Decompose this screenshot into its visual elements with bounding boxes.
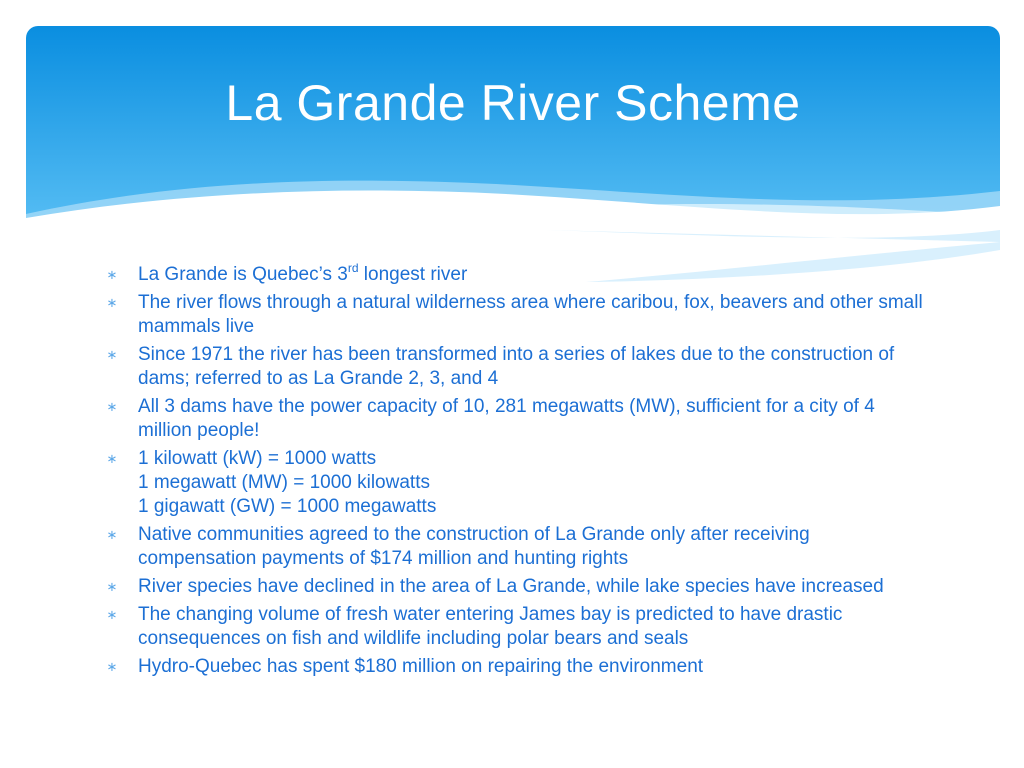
bullet-star-icon: ∗ [106,267,118,282]
bullet-text-pre: La Grande is Quebec’s 3 [138,264,348,285]
ordinal-suffix: rd [347,260,359,275]
bullet-text: All 3 dams have the power capacity of 10, 281 megawatts (MW), sufficient for a city of 4 million people! [138,396,875,441]
bullet-item [105,343,925,391]
bullet-star-icon: ∗ [106,579,118,594]
bullet-star-icon: ∗ [106,295,118,310]
bullet-text: The changing volume of fresh water entering James bay is predicted to have drastic consequences on fish and wildlife including polar bears and seals [138,604,843,649]
bullet-star-icon: ∗ [106,451,118,466]
bullet-star-icon: ∗ [106,347,118,362]
bullet-text: Native communities agreed to the construction of La Grande only after receiving compensation payments of $174 million and hunting rights [138,524,810,569]
bullet-star-icon: ∗ [106,659,118,674]
slide-title: La Grande River Scheme [225,75,801,131]
bullet-text-line: 1 megawatt (MW) = 1000 kilowatts [138,472,430,493]
bullet-item [105,447,925,519]
bullet-text: Hydro-Quebec has spent $180 million on repairing the environment [138,656,704,677]
bullet-item [105,291,925,339]
bullet-text-post: longest river [358,264,468,285]
bullet-item [105,575,925,599]
bullet-item [105,260,925,287]
bullet-text: River species have declined in the area of La Grande, while lake species have increased [138,576,884,597]
bullet-text [138,260,468,285]
bullet-star-icon: ∗ [106,607,118,622]
bullet-list [105,260,925,683]
bullet-text: Since 1971 the river has been transformed into a series of lakes due to the construction of dams; referred to as La Grande 2, 3, and 4 [138,344,895,389]
bullet-text-line: 1 gigawatt (GW) = 1000 megawatts [138,496,437,517]
bullet-star-icon: ∗ [106,399,118,414]
bullet-text: The river flows through a natural wilderness area where caribou, fox, beavers and other small mammals live [138,292,923,337]
bullet-text-line: 1 kilowatt (kW) = 1000 watts [138,448,377,469]
bullet-item [105,603,925,651]
bullet-star-icon: ∗ [106,527,118,542]
bullet-text [138,447,925,519]
bullet-item [105,523,925,571]
bullet-item [105,655,925,679]
bullet-item [105,395,925,443]
